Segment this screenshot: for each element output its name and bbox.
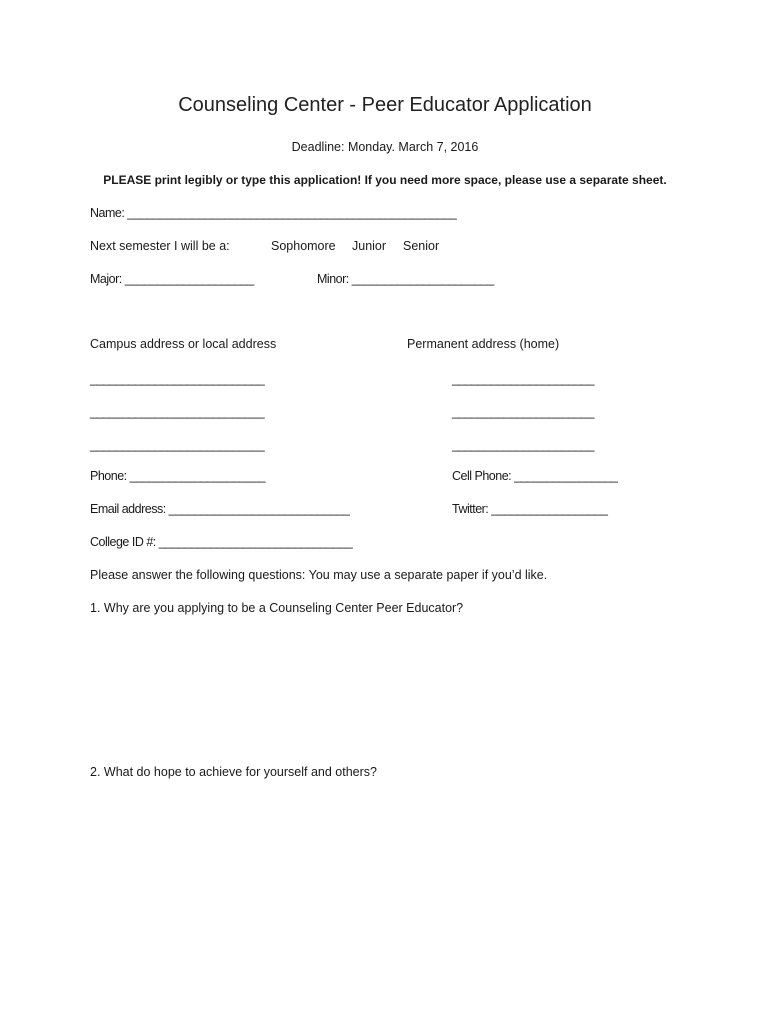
questions-intro: Please answer the following questions: You may use a separate paper if you’d like.: [90, 568, 548, 582]
campus-address-line-3[interactable]: ___________________________: [90, 438, 265, 452]
permanent-address-line-2[interactable]: ______________________: [452, 405, 594, 419]
campus-address-label: Campus address or local address: [90, 337, 277, 351]
page-title: Counseling Center - Peer Educator Application: [178, 94, 592, 116]
instruction-text: PLEASE print legibly or type this application! If you need more space, please use a separate sheet.: [103, 173, 667, 187]
question-2: 2. What do hope to achieve for yourself and others?: [90, 765, 377, 779]
minor-field[interactable]: Minor: ______________________: [317, 272, 494, 286]
college-id-field[interactable]: College ID #: ______________________________: [90, 535, 353, 549]
email-field[interactable]: Email address: ____________________________: [90, 502, 350, 516]
semester-option-senior[interactable]: Senior: [403, 239, 440, 253]
semester-option-sophomore[interactable]: Sophomore: [271, 239, 336, 253]
semester-label: Next semester I will be a:: [90, 239, 230, 253]
phone-field[interactable]: Phone: _____________________: [90, 469, 266, 483]
major-field[interactable]: Major: ____________________: [90, 272, 254, 286]
question-1: 1. Why are you applying to be a Counseling Center Peer Educator?: [90, 601, 464, 615]
permanent-address-line-1[interactable]: ______________________: [452, 372, 594, 386]
permanent-address-line-3[interactable]: ______________________: [452, 438, 594, 452]
permanent-address-label: Permanent address (home): [407, 337, 560, 351]
name-field[interactable]: Name: ___________________________________________________: [90, 206, 457, 220]
semester-option-junior[interactable]: Junior: [352, 239, 387, 253]
campus-address-line-1[interactable]: ___________________________: [90, 372, 265, 386]
deadline-text: Deadline: Monday. March 7, 2016: [291, 140, 479, 154]
twitter-field[interactable]: Twitter: __________________: [452, 502, 608, 516]
campus-address-line-2[interactable]: ___________________________: [90, 405, 265, 419]
cell-phone-field[interactable]: Cell Phone: ________________: [452, 469, 618, 483]
